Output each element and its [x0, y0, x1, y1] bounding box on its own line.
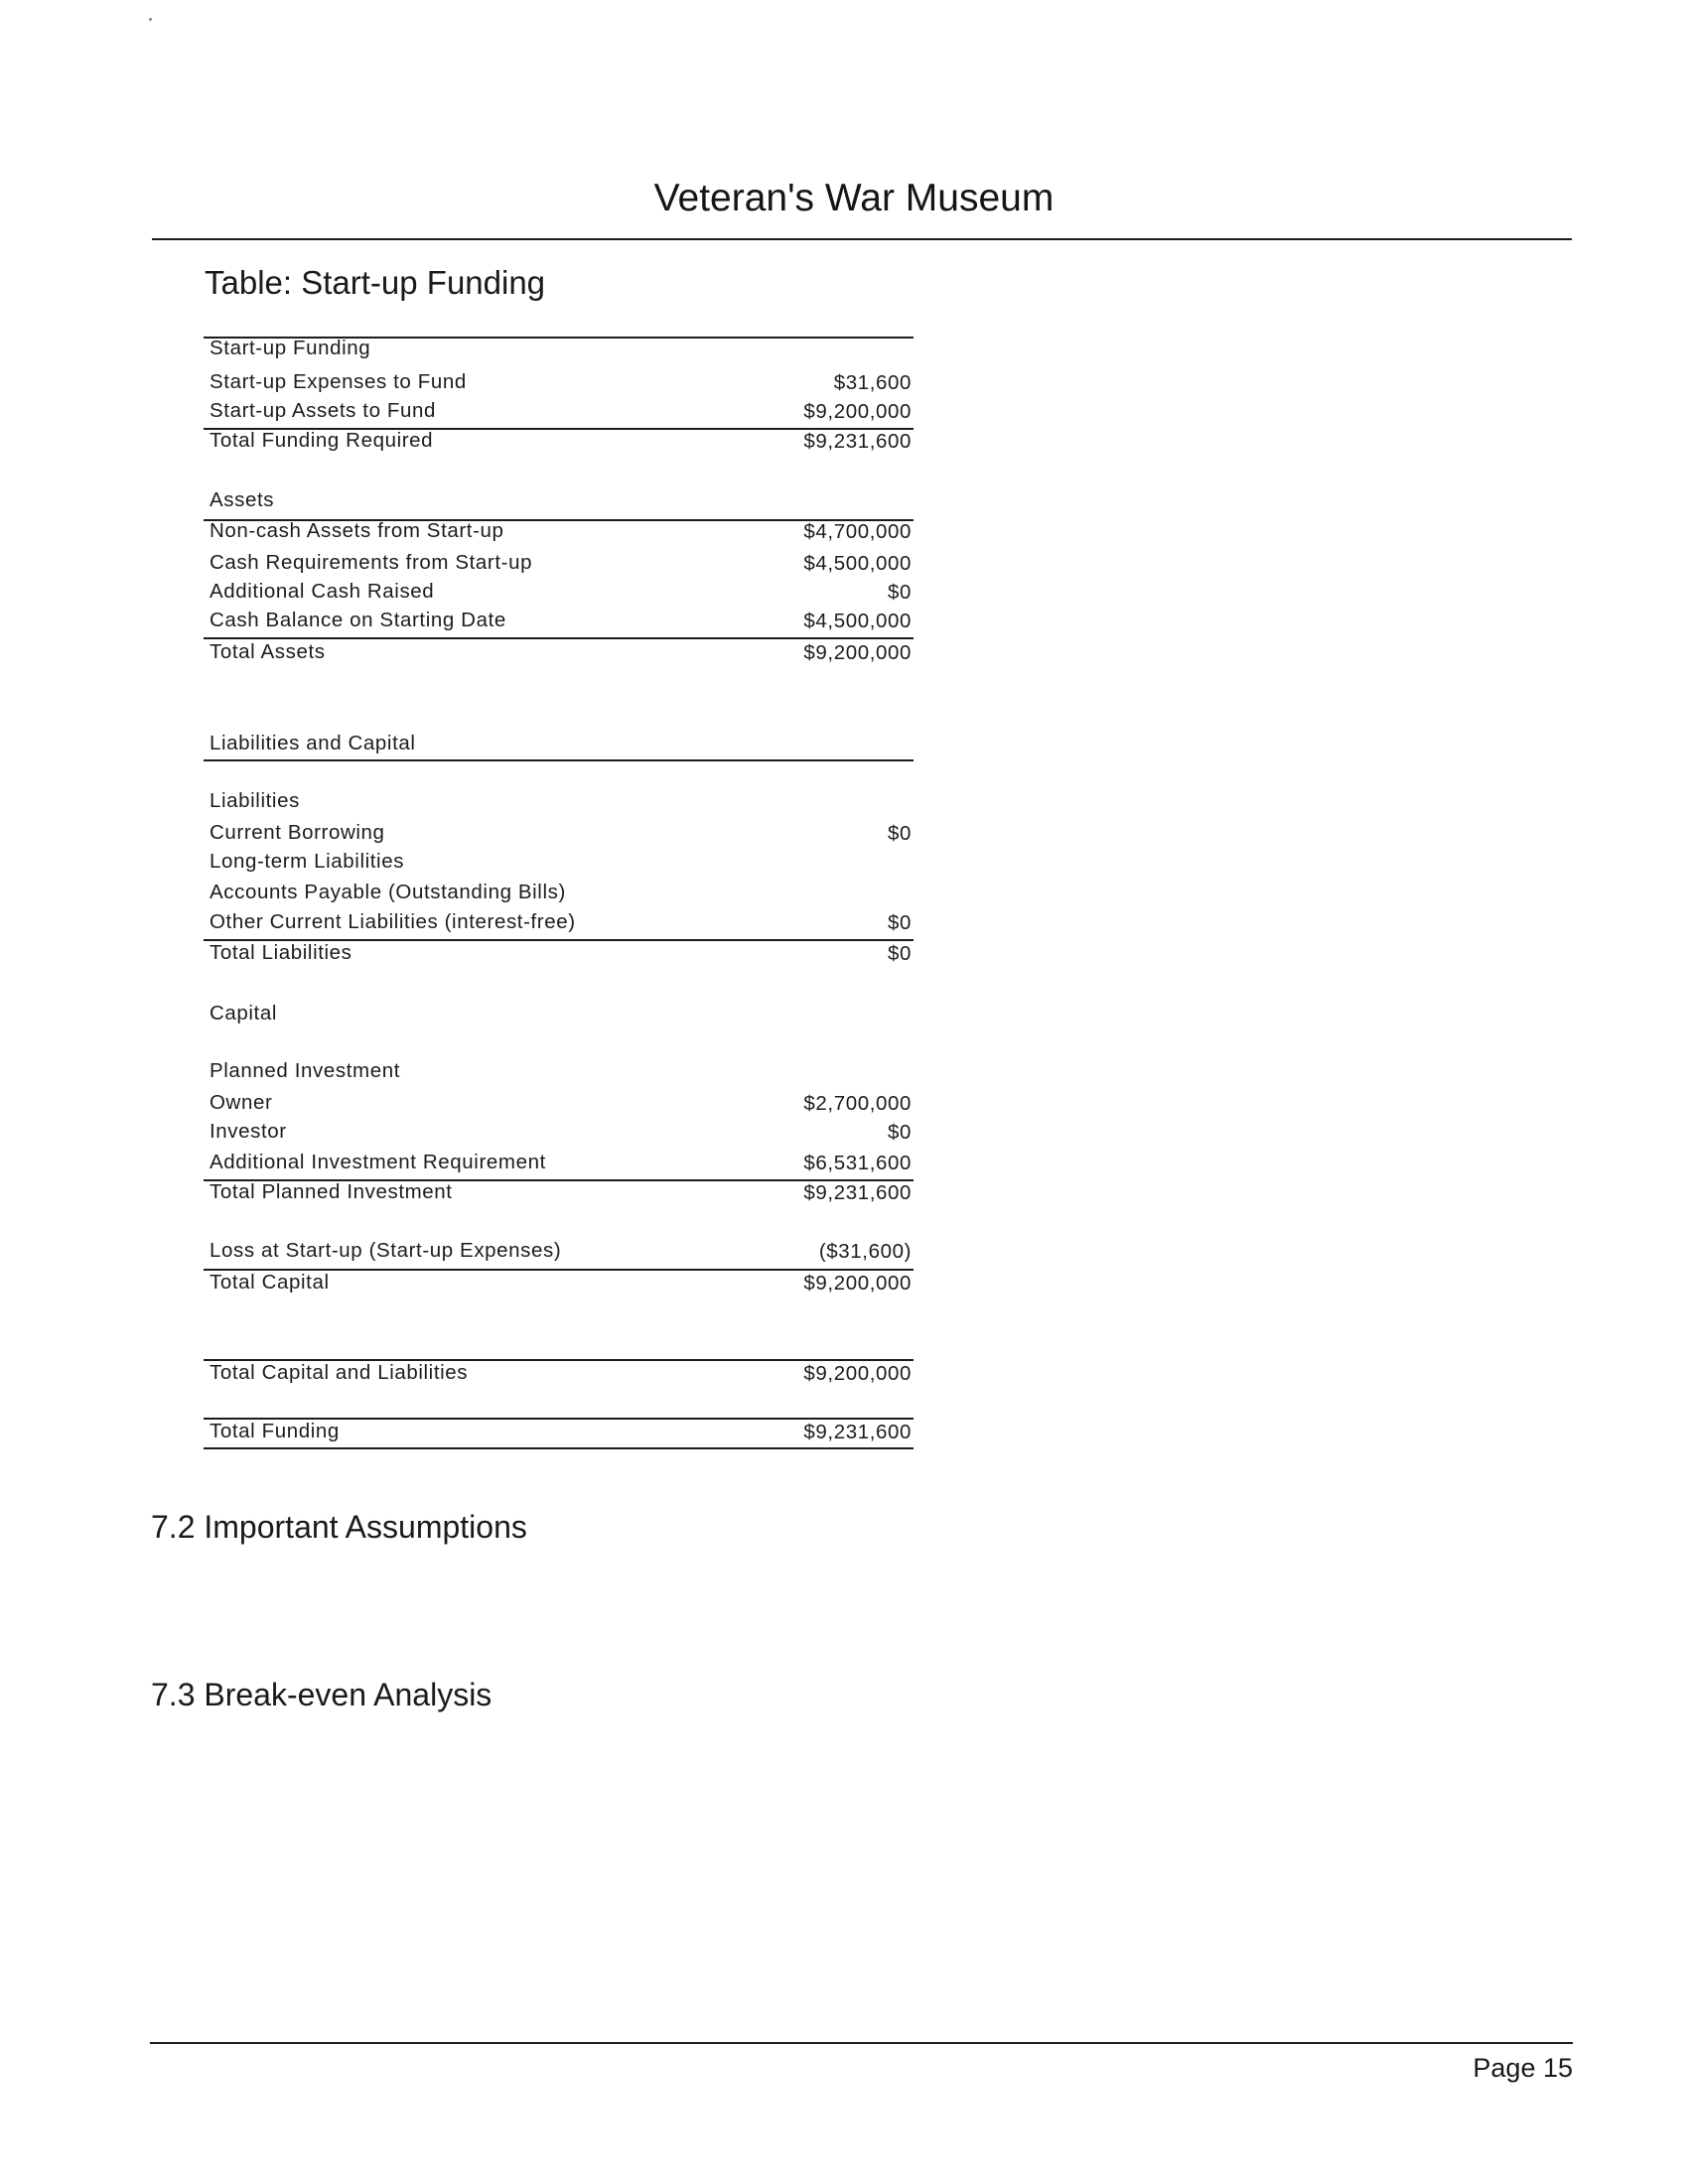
row-value: $0 — [887, 942, 912, 965]
row-value: $9,200,000 — [803, 1272, 912, 1295]
footer-rule — [150, 2042, 1573, 2044]
row-label: Total Liabilities — [210, 941, 352, 964]
row-value: $0 — [887, 1121, 912, 1144]
row-label: Other Current Liabilities (interest-free) — [210, 910, 576, 933]
row-value: $4,500,000 — [803, 552, 912, 575]
row-value: $0 — [887, 822, 912, 845]
row-value: $4,500,000 — [803, 610, 912, 632]
row-label: Additional Cash Raised — [210, 580, 435, 603]
row-value: $9,231,600 — [803, 1421, 912, 1443]
document-header-title: Veteran's War Museum — [653, 177, 1055, 219]
section-heading-break-even-analysis: 7.3 Break-even Analysis — [151, 1677, 492, 1712]
row-value: $6,531,600 — [803, 1152, 912, 1174]
row-label: Additional Investment Requirement — [210, 1151, 546, 1173]
row-label: Start-up Expenses to Fund — [210, 370, 467, 393]
row-label: Owner — [210, 1091, 273, 1114]
row-value: $9,231,600 — [803, 1181, 912, 1204]
row-label: Long-term Liabilities — [210, 850, 405, 873]
row-value: $0 — [887, 581, 912, 604]
row-label: Loss at Start-up (Start-up Expenses) — [210, 1239, 562, 1262]
row-label: Cash Requirements from Start-up — [210, 551, 533, 574]
row-value: $9,200,000 — [803, 1362, 912, 1385]
table-rule — [204, 637, 914, 639]
scan-speck — [149, 18, 152, 21]
row-value: $31,600 — [833, 371, 912, 394]
row-label: Accounts Payable (Outstanding Bills) — [210, 881, 566, 903]
row-label: Liabilities and Capital — [210, 732, 416, 754]
row-label: Total Capital and Liabilities — [210, 1361, 469, 1384]
row-value: ($31,600) — [818, 1240, 912, 1263]
row-label: Planned Investment — [210, 1059, 400, 1082]
row-value: $9,200,000 — [803, 400, 912, 423]
table-rule — [204, 759, 914, 761]
row-label: Cash Balance on Starting Date — [210, 609, 506, 631]
row-value: $4,700,000 — [803, 520, 912, 543]
row-label: Total Capital — [210, 1271, 330, 1294]
row-label: Liabilities — [210, 789, 300, 812]
row-label: Non-cash Assets from Start-up — [210, 519, 504, 542]
row-label: Investor — [210, 1120, 287, 1143]
row-label: Assets — [210, 488, 275, 511]
table-bottom-rule — [204, 1447, 914, 1449]
row-label: Start-up Funding — [210, 337, 371, 359]
row-label: Total Funding Required — [210, 429, 434, 452]
row-label: Total Funding — [210, 1420, 340, 1442]
row-value: $2,700,000 — [803, 1092, 912, 1115]
page-number: Page 15 — [1473, 2053, 1573, 2083]
row-value: $9,200,000 — [803, 641, 912, 664]
row-label: Capital — [210, 1002, 278, 1024]
table-title: Table: Start-up Funding — [205, 264, 546, 301]
row-value: $9,231,600 — [803, 430, 912, 453]
row-label: Total Assets — [210, 640, 326, 663]
row-value: $0 — [887, 911, 912, 934]
row-label: Start-up Assets to Fund — [210, 399, 437, 422]
header-rule — [152, 238, 1572, 240]
row-label: Total Planned Investment — [210, 1180, 453, 1203]
section-heading-important-assumptions: 7.2 Important Assumptions — [151, 1509, 527, 1545]
row-label: Current Borrowing — [210, 821, 385, 844]
